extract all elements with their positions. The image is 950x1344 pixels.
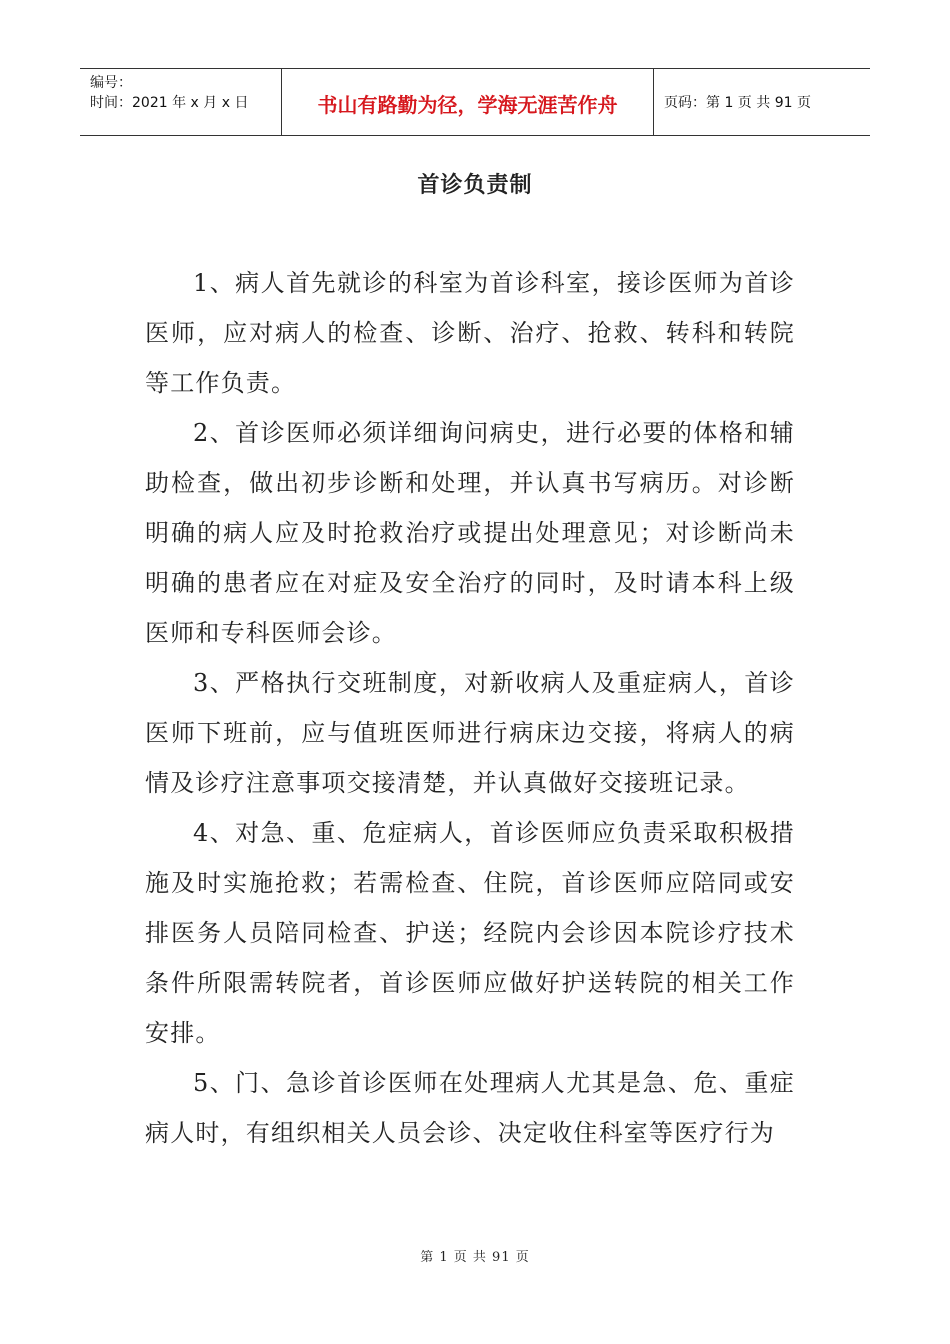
page-info-text: 页码：第 1 页 共 91 页 (664, 95, 811, 111)
header-meta-cell (80, 69, 282, 135)
page-info-cell (654, 69, 870, 135)
date-label: 时间：2021 年 x 月 x 日 (90, 95, 249, 111)
motto-cell (282, 69, 654, 135)
paragraph-5: 5、门、急诊首诊医师在处理病人尤其是急、危、重症病人时，有组织相关人员会诊、决定收住科室等医疗行为 (145, 1069, 795, 1147)
paragraph-1: 1、病人首先就诊的科室为首诊科室，接诊医师为首诊医师，应对病人的检查、诊断、治疗、抢救、转科和转院等工作负责。 (145, 269, 795, 397)
motto-text: 书山有路勤为径，学海无涯苦作舟 (317, 92, 618, 117)
header-table (80, 68, 870, 136)
paragraph-4: 4、对急、重、危症病人，首诊医师应负责采取积极措施及时实施抢救；若需检查、住院，首诊医师应陪同或安排医务人员陪同检查、护送；经院内会诊因本院诊疗技术条件所限需转院者，首诊医师应做好护送转院的相关工作安排。 (145, 819, 795, 1047)
number-label: 编号： (90, 75, 132, 91)
document-title: 首诊负责制 (417, 173, 533, 198)
page-footer: 第 1 页 共 91 页 (420, 1250, 530, 1265)
document-body (145, 258, 795, 1158)
paragraph-3: 3、严格执行交班制度，对新收病人及重症病人，首诊医师下班前，应与值班医师进行病床边交接，将病人的病情及诊疗注意事项交接清楚，并认真做好交接班记录。 (145, 669, 795, 797)
paragraph-2: 2、首诊医师必须详细询问病史，进行必要的体格和辅助检查，做出初步诊断和处理，并认真书写病历。对诊断明确的病人应及时抢救治疗或提出处理意见；对诊断尚未明确的患者应在对症及安全治疗的同时，及时请本科上级医师和专科医师会诊。 (145, 419, 795, 647)
